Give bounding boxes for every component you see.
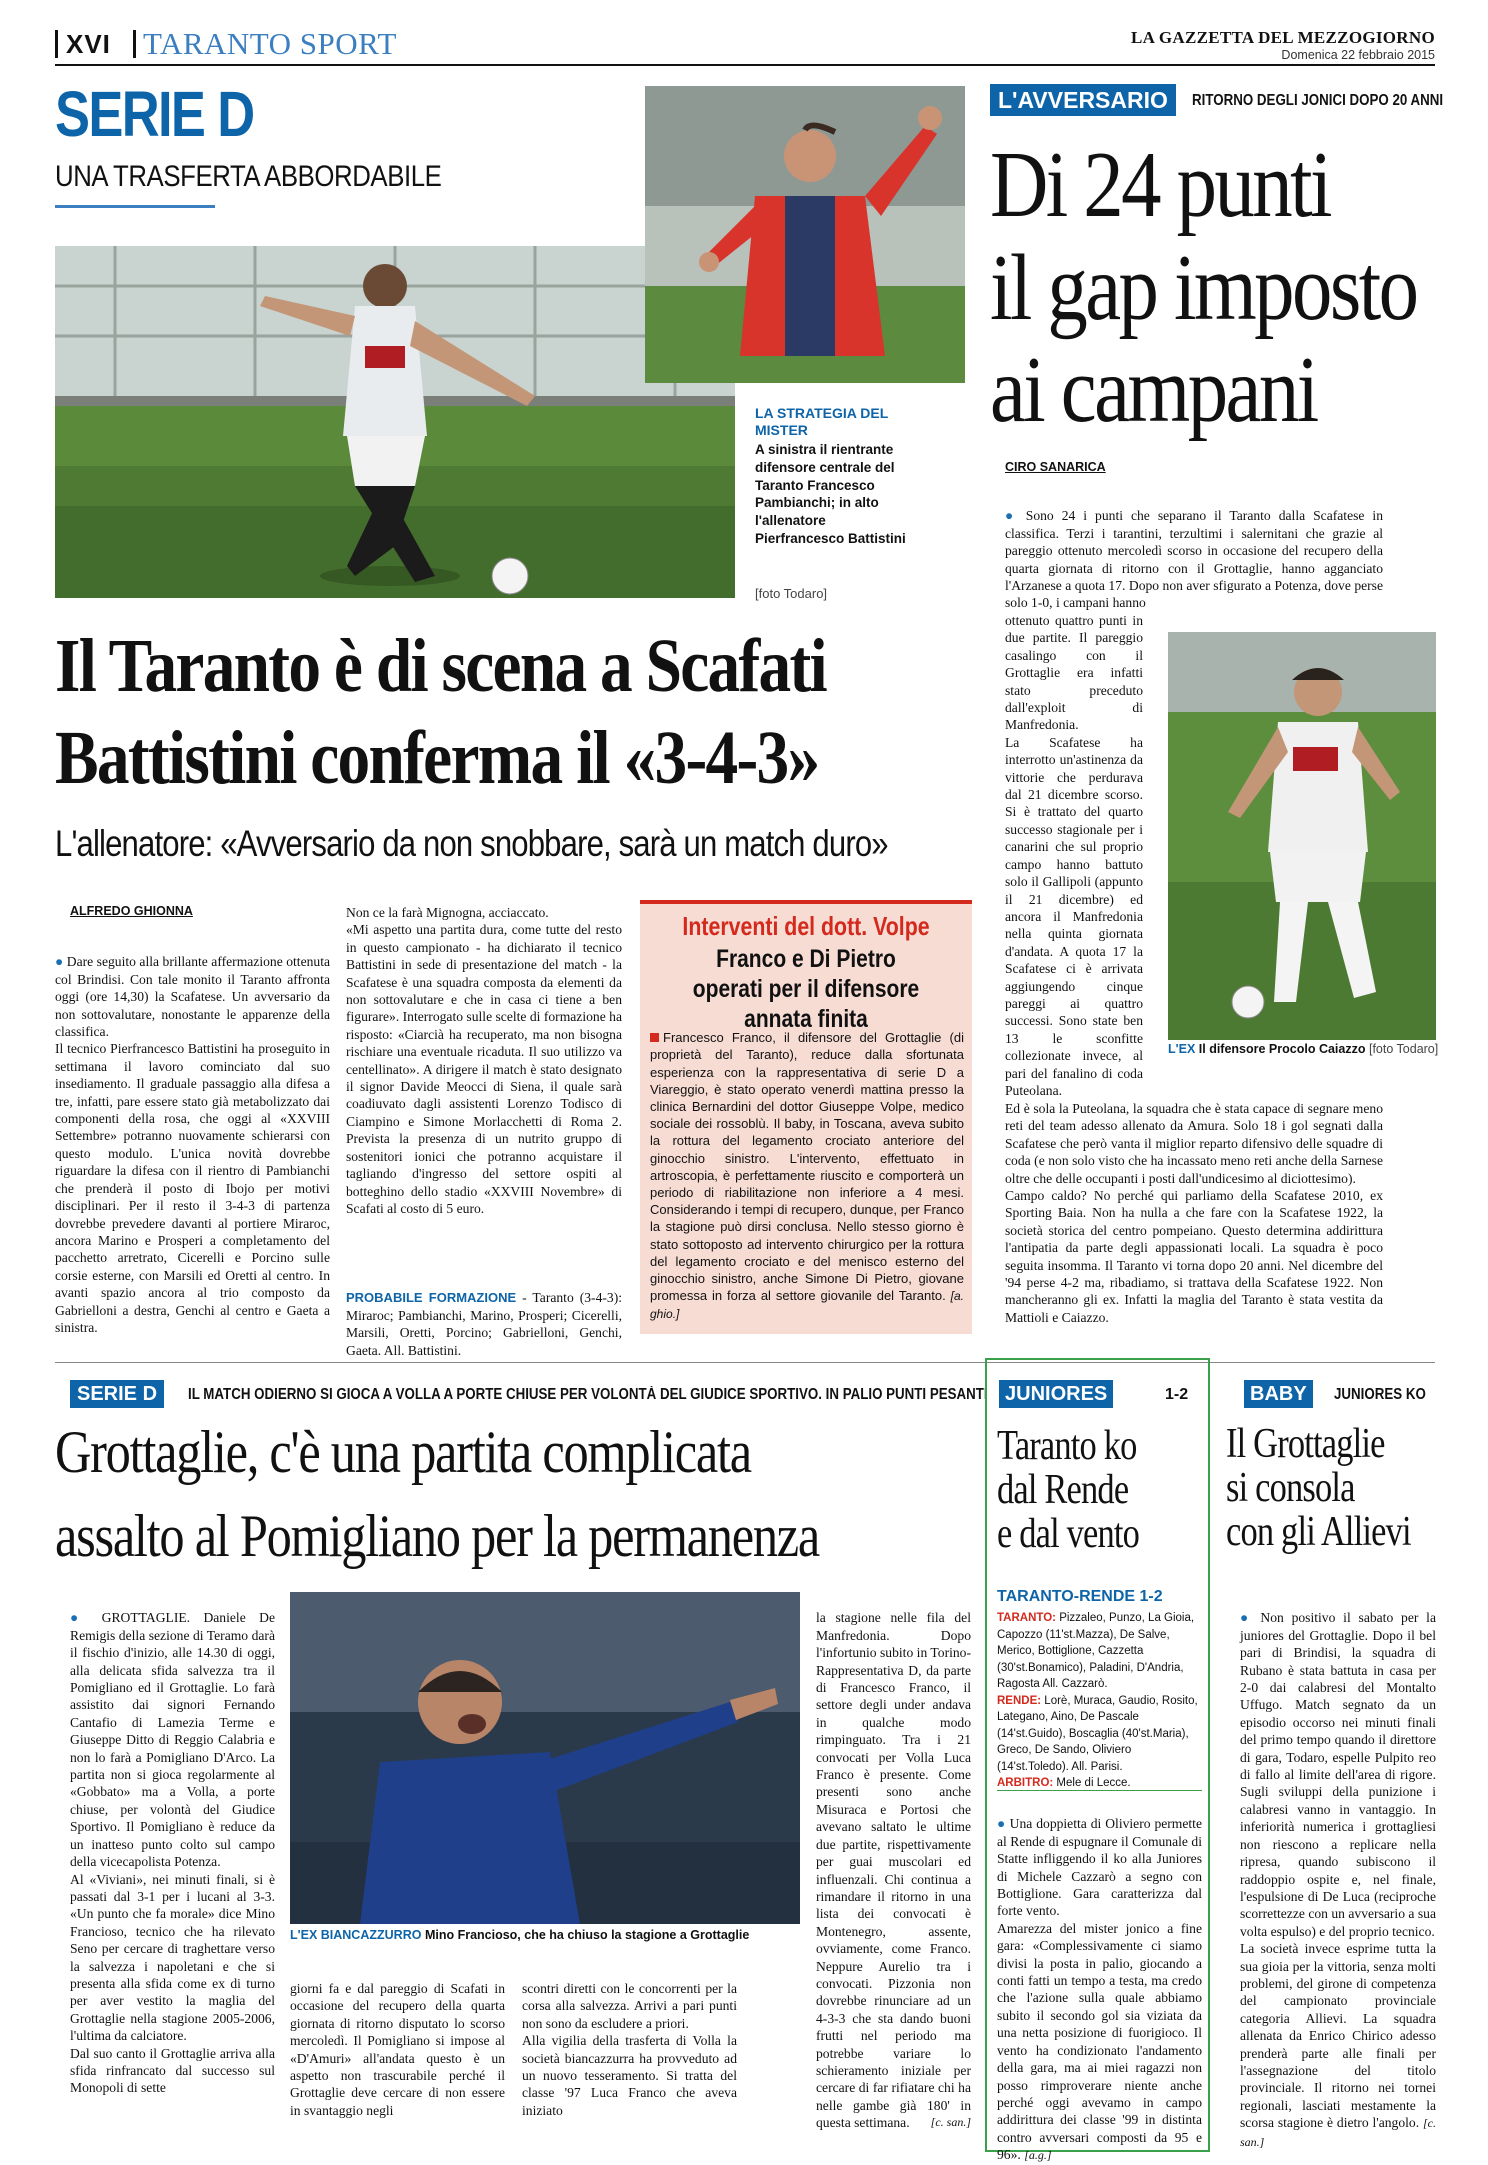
photo-caiazzo [1168, 632, 1436, 1040]
tag-serie-d: SERIE D [70, 1380, 164, 1408]
avversario-headline-3: ai campani [990, 338, 1317, 442]
lineup-rende-text: Lorè, Muraca, Gaudio, Rosito, Lategano, Aino, De Pascale (14'st.Guido), Boscaglia (40'st.Maria), Greco, De Sando, Oliviero (14'st.Toledo). All. Parisi. [997, 1694, 1198, 1773]
lineup-rende [997, 1693, 1202, 1776]
baby-headline-1: Il Grottaglie [1226, 1421, 1385, 1467]
header-divider [133, 30, 136, 58]
box-volpe-sig: [a. ghio.] [650, 1289, 964, 1322]
section-name: TARANTO SPORT [143, 26, 397, 61]
avversario-byline: CIRO SANARICA [1005, 460, 1106, 474]
probable-lineup [346, 1272, 623, 1358]
standfirst: L'allenatore: «Avversario da non snobbare, sarà un match duro» [55, 823, 888, 864]
lineup-rende-label: RENDE: [997, 1694, 1042, 1707]
caiazzo-caption [1168, 1042, 1439, 1056]
article-col-1 [55, 936, 330, 1346]
juniores-lineups [997, 1610, 1202, 1792]
page-header [55, 26, 1435, 66]
francioso-caption [290, 1928, 800, 1942]
photo-francioso [290, 1592, 800, 1924]
photo-pambianchi [55, 246, 735, 598]
page-number: XVI [55, 30, 111, 58]
grottaglie-kicker: IL MATCH ODIERNO SI GIOCA A VOLLA A PORTE CHIUSE PER VOLONTÀ DEL GIUDICE SPORTIVO. IN PALIO PUNTI PESANTI [188, 1386, 988, 1403]
box-volpe-title: Interventi del dott. Volpe [682, 911, 930, 941]
bullet-icon: ● [1240, 1610, 1261, 1626]
juniores-result-title: TARANTO-RENDE 1-2 [997, 1588, 1163, 1605]
article-col-1-text: Dare seguito alla brillante affermazione ottenuta col Brindisi. Con tale monito il Taranto affronta oggi (ore 14,30) la Scafatese. Un avversario da non sottovalutare, nonostante le apparenze della classifica. Il tecnico Pierfrancesco Battistini ha proseguito in settimana il lavoro cominciato dal suo insediamento. Il graduale passaggio alla difesa a tre, infatti, pare essere stato già metabolizzato dai componenti della rosa, che oggi al «XXVIII Settembre» potranno nuovamente schierarsi con questo modulo. L'unica novità dovrebbe riguardare la difesa con il rientro di Pambianchi che prenderà il posto di Ibojo per motivi disciplinari. Per il resto il 3-4-3 di partenza dovrebbe prevedere davanti al portiere Miraroc, ancora Marino e Prosperi a completamento del pacchetto arretrato, Cicerelli e Porcino sulle corsie esterne, con Marsili ed Oretti al centro. In avanti spazio ancora al trio composto da Gabrielloni a destra, Genchi al centro e Gaeta a sinistra. [55, 954, 331, 1335]
main-headline-2: Battistini conferma il «3-4-3» [55, 716, 819, 800]
grottaglie-col-3: scontri diretti con le concorrenti per la corsa alla salvezza. Arrivi a pari punti non sono da escludere a priori. Alla vigilia della trasferta di Volla la società biancazzurra ha provveduto ad un nuovo tesseramento. Si tratta del classe '97 Luca Franco che aveva iniziato [522, 1981, 737, 2118]
grottaglie-col-4-text: la stagione nelle fila del Manfredonia. Dopo l'infortunio subito in Torino-Rappresentativa D, da parte di Francesco Franco, il settore degli under andava in qualche modo rimpinguato. Tra i 21 convocati per Volla Luca Franco è presente. Come presenti sono anche Misuraca e Portosi che avevano saltato le ultime due partite, rispettivamente per guai muscolari ed influenzali. Chi continua a rimandare il ritorno in una lista dei convocati è Montenegro, assente, ovviamente, come Franco. Neppure Aurelio tra i convocati. Pizzonia non dovrebbe rinunciare ad un 4-3-3 che sta dando buoni frutti nel periodo ma potrebbe variare lo schieramento iniziale per cercare di far rifiatare chi ha nelle gambe già 180' in questa settimana. [816, 1610, 971, 2131]
francioso-caption-text: Mino Francioso, che ha chiuso la stagione a Grottaglie [424, 1928, 750, 1942]
probable-label: PROBABILE FORMAZIONE [346, 1290, 517, 1306]
baby-sig: [c. san.] [1240, 2116, 1436, 2149]
juniores-headline-1: Taranto ko [997, 1423, 1137, 1469]
juniores-score: 1-2 [1165, 1386, 1189, 1403]
juniores-rule [997, 1790, 1202, 1791]
byline: ALFREDO GHIONNA [70, 904, 193, 918]
lineup-arbitro-label: ARBITRO: [997, 1777, 1054, 1789]
box-volpe-text [650, 1012, 964, 1332]
juniores-body: Una doppietta di Oliviero permette al Rende di espugnare il Comunale di Statte infliggendo il ko alla Juniores di Michele Cazzarò a segno con Bottiglione. Gara caratterizza dal forte vento. Amarezza del mister jonico a fine gara: «Complessivamente ci siamo divisi la posta in palio, giocando a conti fatti un tempo a testa, ma credo che l'azione sulla quale abbiamo subito il secondo gol sia viziata da una netta posizione di fuorigioco. Il vento ha condizionato l'andamento della gara, ma ai miei ragazzi non posso rimproverare niente anche perché oggi avevamo in campo addirittura dei classe '99 in distinta contro avversari composti da 95 e 96». [997, 1816, 1202, 2163]
grottaglie-col-1 [70, 1592, 275, 2142]
bullet-icon: ● [1005, 508, 1026, 524]
photo-battistini [645, 86, 965, 383]
box-volpe-body: Francesco Franco, il difensore del Grottaglie (di proprietà del Taranto), reduce dalla sfortunata esperienza con la rappresentativa di serie D a Viareggio, è stato operato venerdì mattina presso la clinica Bernardini del dottor Giuseppe Volpe, medico sociale dei rossoblù. Il baby, in Toscana, aveva subito la rottura del legamento crociato anteriore del ginocchio sinistro. L'intervento, effettuato in artroscopia, è perfettamente riuscito e comporterà un periodo di riabilitazione non inferiore a 4 mesi. Considerando i tempi di recupero, dunque, per Franco la stagione può dirsi conclusa. Nello stesso giorno è stato sottoposto ad intervento chirurgico per la rottura del legamento crociato e del menisco esterno del ginocchio sinistro, anche Simone Di Pietro, giovane promessa in forza al settore giovanile del Taranto. [650, 1030, 964, 1304]
avversario-lead-text: Sono 24 i punti che separano il Taranto dalla Scafatese in classifica. Terzi i tarantini, terzultimi i salernitani che grazie al pareggio ottenuto mercoledì scorso in occasione del recupero della quarta giornata di ritorno con il Grottaglie, hanno agganciato l'Arzanese a quota 17. Dopo non aver sfigurato a Potenza, dove perse solo 1-0, i campani hanno [1005, 508, 1383, 611]
box-volpe-sub: Franco e Di Pietro operati per il difensore annata finita [692, 945, 920, 1033]
avversario-kicker: RITORNO DEGLI JONICI DOPO 20 ANNI [1192, 92, 1444, 109]
grottaglie-headline-2: assalto al Pomigliano per la permanenza [55, 1503, 819, 1569]
avversario-wide: Ed è sola la Puteolana, la squadra che è stata capace di segnare meno reti del team adesso allenato da Amura. Solo 18 i gol segnati dalla Scafatese che però vanta il miglior reparto difensivo delle squadre di coda (e non solo visto che ha incassato meno reti anche della Sarnese oltre che delle occupanti i posti dall'undicesimo al diciottesimo). Campo caldo? No perché qui parliamo della Scafatese 2010, ex Sporting Baia. Non ha nulla a che fare con la Scafatese 1922, la società storica del centro pompeiano. Questo determina addirittura l'antipatia da parte degli appassionati locali. La squadra è poco seguita insomma. Il Taranto vi torna dopo 20 anni. Nel dicembre del '94 perse 4-2 ma, ribadiamo, si trattava della Scafatese 1922. Non mancheranno gli ex. Infatti la maglia del Taranto è stata vestita da Mattioli e Caiazzo. [1005, 1101, 1383, 1325]
grottaglie-col-4 [816, 1592, 971, 2144]
tag-juniores: JUNIORES [999, 1380, 1113, 1408]
avversario-lead [1005, 490, 1383, 616]
photo-caption-title: LA STRATEGIA DEL MISTER [755, 405, 888, 438]
photo-caption-credit: [foto Todaro] [755, 586, 828, 601]
header-rule [55, 64, 1435, 66]
tag-baby: BABY [1244, 1380, 1313, 1408]
avversario-headline-1: Di 24 punti [990, 133, 1330, 237]
baby-text [1240, 1592, 1436, 2149]
lineup-taranto-label: TARANTO: [997, 1612, 1056, 1624]
lineup-taranto [997, 1610, 1202, 1693]
kicker-sub: UNA TRASFERTA ABBORDABILE [55, 160, 442, 193]
photo-caption-body: A sinistra il rientrante difensore centrale del Taranto Francesco Pambianchi; in alto l'allenatore Pierfrancesco Battistini [755, 442, 906, 546]
box-juniores [985, 1358, 1210, 2163]
baby-kicker: JUNIORES KO [1334, 1386, 1426, 1403]
juniores-sig: [a.g.] [1024, 2148, 1052, 2163]
juniores-headline-3: e dal vento [997, 1511, 1140, 1557]
probable-text: - Taranto (3-4-3): Miraroc; Pambianchi, Marino, Prosperi; Cicerelli, Marsili, Oretti, Porcino; Gabrielloni, Genchi, Gaeta. All. Battistini. [346, 1290, 623, 1358]
newspaper-name: LA GAZZETTA DEL MEZZOGIORNO [1131, 28, 1435, 47]
section-rule [55, 1362, 1435, 1363]
red-square-icon [650, 1033, 659, 1042]
grottaglie-sig: [c. san.] [930, 2115, 971, 2130]
issue-date: Domenica 22 febbraio 2015 [1281, 48, 1435, 62]
box-volpe [640, 900, 972, 1334]
grottaglie-col-1-text: GROTTAGLIE. Daniele De Remigis della sezione di Teramo darà il fischio d'inizio, alle 14.30 di oggi, alla delicata sfida salvezza tra il Pomigliano ed il Grottaglie. Lo farà assistito dai signori Fernando Cantafio di Lamezia Terme e Giuseppe Ditto di Reggio Calabria e non lo farà a Pomigliano D'Arco. La partita non si gioca regolarmente al «Gobbato» ma a Volla, a porte chiuse, per volontà del Giudice Sportivo. Il Pomigliano è reduce da un inatteso punto colto sul campo della vicecapolista Potenza. Al «Viviani», nei minuti finali, si è passati dal 3-1 per i lucani al 3-3. «Un punto che fa morale» dice Mino Francioso, tecnico che ha rilevato Seno per cercare di traghettare verso la salvezza i napoletani e che si presenta alla sfida come ex di turno per aver vestito la maglia del Grottaglie nella stagione 2005-2006, l'ultima da calciatore. Dal suo canto il Grottaglie arriva alla sfida rinfrancato dal successo sul Monopoli di sette [70, 1610, 275, 2096]
bullet-icon: ● [997, 1816, 1010, 1832]
bullet-icon: ● [55, 954, 67, 970]
caiazzo-caption-text: Il difensore Procolo Caiazzo [1198, 1042, 1366, 1056]
juniores-text [997, 1798, 1202, 2163]
grottaglie-col-2: giorni fa e dal pareggio di Scafati in occasione del recupero della quarta giornata di ritorno disputato lo scorso mercoledì. Il Pomigliano si impose al «D'Amuri» all'andata questo è un aspetto non trascurabile perché il Grottaglie deve cercare di non essere in svantaggio negli [290, 1981, 505, 2118]
caiazzo-caption-tag: L'EX [1168, 1042, 1196, 1056]
avversario-headline-2: il gap imposto [990, 236, 1417, 340]
francioso-caption-tag: L'EX BIANCAZZURRO [290, 1928, 422, 1942]
main-headline-1: Il Taranto è di scena a Scafati [55, 624, 826, 708]
lineup-taranto-text: Pizzaleo, Punzo, La Gioia, Capozzo (11'st.Mazza), De Salve, Merico, Bottiglione, Cazzetta (30'st.Bonamico), Paladini, D'Andria, Ragosta All. Cazzarò. [997, 1612, 1195, 1690]
baby-headline-3: con gli Allievi [1226, 1509, 1411, 1555]
juniores-headline-2: dal Rende [997, 1467, 1129, 1513]
tag-avversario: L'AVVERSARIO [990, 84, 1176, 116]
grottaglie-headline-1: Grottaglie, c'è una partita complicata [55, 1419, 751, 1485]
lineup-arbitro-text: Mele di Lecce. [1056, 1777, 1131, 1789]
caiazzo-caption-credit: [foto Todaro] [1368, 1042, 1439, 1056]
baby-headline-2: si consola [1226, 1465, 1355, 1511]
article-col-2: Non ce la farà Mignogna, acciaccato. «Mi aspetto una partita dura, come tutte del resto in questo campionato - ha dichiarato il tecnico Battistini in sede di presentazione del match - la Scafatese è una squadra composta da elementi da non sottovalutare e che in casa ci tiene a ben figurare». Interrogato sulle scelte di formazione ha risposto: «Ciarcià ha recuperato, ma non bisogna rischiare una eventuale ricaduta. Il suo utilizzo va centellinato». A dirigere il match è stato designato il signor Davide Meocci di Siena, il quale sarà coadiuvato dagli assistenti Lorenzo Todisco di Ciampino e Simone Morlacchetti di Roma 2. Prevista la presenza di un nutrito gruppo di sostenitori ionici che potranno acquistare il tagliando d'ingresso del settore ospiti al botteghino dello stadio «XXVIII Novembre» di Scafati al costo di 5 euro. [346, 905, 622, 1216]
kicker-serie-d: SERIE D [55, 78, 254, 150]
bullet-icon: ● [70, 1610, 102, 1626]
avversario-narrow: ottenuto quattro punti in due partite. Il pareggio casalingo con il Grottaglie era infatti stato preceduto dall'exploit di Manfredonia. La Scafatese ha interrotto un'astinenza da vittorie che perdurava dal 21 dicembre scorso. Si è trattato del quarto successo stagionale per i canarini che sul proprio campo hanno battuto solo il Gallipoli (appunto il 21 dicembre) ed ancora il Manfredonia nella quinta giornata d'andata. A quota 17 la Scafatese ci è arrivata aggiungendo cinque pareggi ai quattro successi. Sono state ben 13 le sconfitte collezionate invece, al pari del fanalino di coda Puteolana. [1005, 613, 1143, 1098]
baby-body: Non positivo il sabato per la juniores del Grottaglie. Dopo il bel pari di Brindisi, la squadra di Rubano è stata battuta in casa per 2-0 dai calabresi del Montalto Uffugo. Match segnato da un episodio occorso nei minuti finali del primo tempo quando il direttore di gara, Todaro, espelle Pulpito reo di fallo al limite dell'area di rigore. Sugli sviluppi della punizione i calabresi vanno in vantaggio. In inferiorità numerica i grottagliesi non riescono a replicare nella ripresa, quando subiscono il raddoppio ospite e, nel finale, l'espulsione di De Luca (reciproche scorrettezze con un avversario a sua volta espulso) e del proprio tecnico. La società invece esprime tutta la sua gioia per la vittoria, senza molti problemi, del girone di competenza del campionato provinciale categoria Allievi. La squadra allenata da Enrico Chirico adesso prenderà parte alle finali per l'assegnazione del titolo provinciale. Il ritorno nei tornei regionali, lasciati mestamente la scorsa stagione è dietro l'angolo. [1240, 1610, 1436, 2131]
kicker-underline [55, 205, 215, 208]
